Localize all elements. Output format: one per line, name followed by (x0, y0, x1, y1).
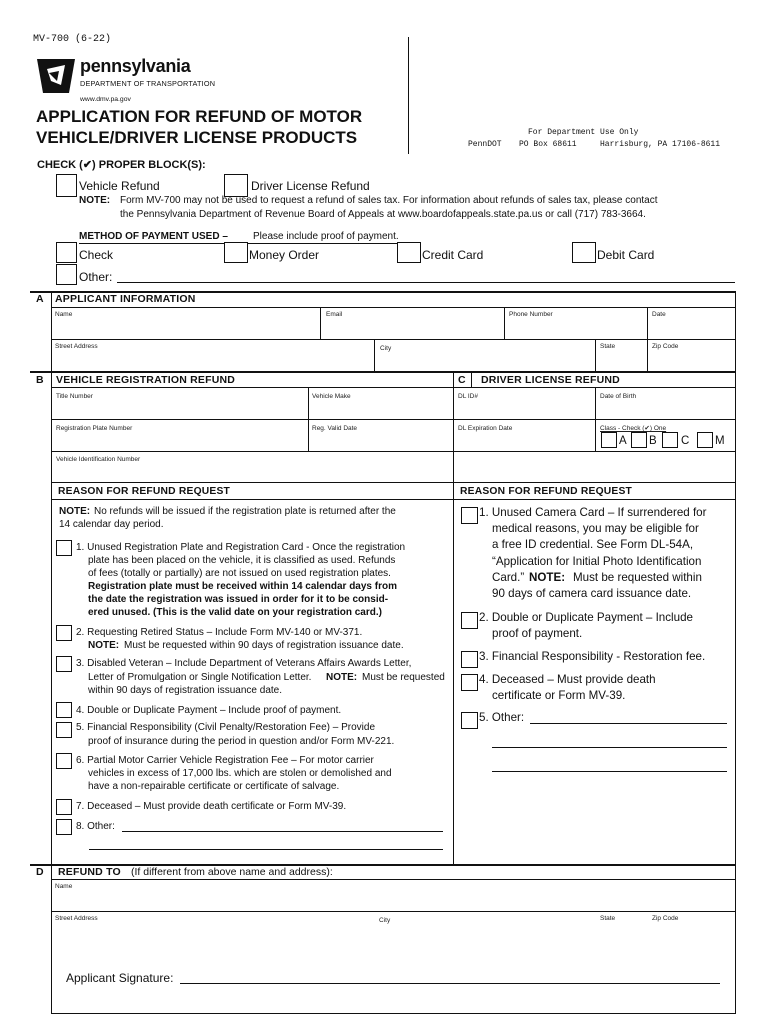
section-d-right-rule (735, 864, 736, 1014)
reason-c1-checkbox[interactable] (461, 507, 478, 524)
reason-b-note-label: NOTE: (59, 506, 91, 517)
reason-c5-other-field-1[interactable] (530, 723, 727, 724)
debit-card-label: Debit Card (597, 248, 655, 262)
agency-name: pennsylvania (80, 56, 191, 76)
refund-state-field[interactable] (596, 922, 647, 942)
reason-b8-other-field-1[interactable] (122, 831, 443, 832)
reason-c3-checkbox[interactable] (461, 651, 478, 668)
vehicle-make-label: Vehicle Make (312, 393, 351, 400)
class-b-checkbox[interactable] (631, 432, 647, 448)
driver-license-refund-checkbox[interactable] (224, 174, 248, 197)
dl-expiration-label: DL Expiration Date (458, 425, 513, 432)
check-instruction: CHECK (✔) PROPER BLOCK(S): (37, 159, 206, 171)
section-bc-top-rule (30, 371, 736, 373)
title-number-field[interactable] (52, 400, 308, 419)
reason-b1-bold-line3: ered unused. (This is the valid date on your registration card.) (88, 607, 382, 618)
debit-card-checkbox[interactable] (572, 242, 596, 263)
section-d-rule-1 (51, 879, 735, 880)
section-a-rule-2 (51, 339, 735, 340)
title-number-label: Title Number (56, 393, 93, 400)
plate-number-field[interactable] (52, 432, 308, 451)
section-c-letter-divider (471, 371, 472, 387)
agency-dept: DEPARTMENT OF TRANSPORTATION (80, 79, 216, 88)
reason-b5-line2: proof of insurance during the period in question and/or Form MV-221. (88, 736, 395, 747)
other-payment-field[interactable] (117, 282, 735, 283)
form-title-line1: APPLICATION FOR REFUND OF MOTOR (36, 107, 363, 126)
reason-b7-checkbox[interactable] (56, 799, 72, 815)
section-a-letter: A (36, 293, 44, 305)
reason-b-note-line1: No refunds will be issued if the registration plate is returned after the (94, 506, 396, 517)
note-line1: Form MV-700 may not be used to request a refund of sales tax. For information about refunds of sales tax, please contact (120, 195, 658, 206)
reason-b4-label: 4. Double or Duplicate Payment – Include proof of payment. (76, 705, 342, 716)
reason-c2-line1: 2. Double or Duplicate Payment – Include (479, 611, 693, 624)
pennsylvania-keystone-logo (35, 55, 77, 95)
form-code: MV-700 (6-22) (33, 34, 112, 45)
reason-c5-label: 5. Other: (479, 711, 525, 724)
applicant-date-label: Date (652, 311, 666, 318)
reason-c1-line6: 90 days of camera card issuance date. (492, 587, 692, 600)
class-c-checkbox[interactable] (662, 432, 678, 448)
reason-b5-line1: 5. Financial Responsibility (Civil Penalty/Restoration Fee) – Provide (76, 722, 376, 733)
reason-c5-other-field-3[interactable] (492, 771, 727, 772)
money-order-checkbox[interactable] (224, 242, 248, 263)
reason-c-heading: REASON FOR REFUND REQUEST (460, 486, 633, 497)
refund-city-label: City (379, 917, 391, 924)
reason-b1-line1: 1. Unused Registration Plate and Registration Card - Once the registration (76, 542, 406, 553)
reason-b-note-line2: 14 calendar day period. (59, 519, 164, 530)
refund-name-field[interactable] (52, 890, 735, 911)
reason-b3-line2b: Must be requested (362, 672, 445, 683)
reason-b1-bold-line2: the date the registration was issued in order for it to be consid- (88, 594, 389, 605)
section-d-title: REFUND TO (58, 866, 121, 878)
section-c-blank-field[interactable] (454, 452, 735, 482)
reason-b3-line1: 3. Disabled Veteran – Include Department of Veterans Affairs Awards Letter, (76, 658, 412, 669)
applicant-phone-label: Phone Number (509, 311, 553, 318)
reason-b1-bold-line1: Registration plate must be received within 14 calendar days from (88, 581, 397, 592)
date-of-birth-label: Date of Birth (600, 393, 637, 400)
reason-b3-note: NOTE: (326, 672, 358, 683)
reason-c4-line2: certificate or Form MV-39. (492, 689, 626, 702)
vin-label: Vehicle Identification Number (56, 456, 141, 463)
vin-field[interactable] (52, 463, 453, 482)
check-payment-label: Check (79, 248, 114, 262)
class-m-label: M (715, 435, 725, 447)
reason-b1-line2: plate has been placed on the vehicle, it is classified as used. Refunds (88, 555, 396, 566)
driver-license-refund-label: Driver License Refund (251, 179, 370, 193)
applicant-name-field[interactable] (52, 318, 320, 339)
class-b-label: B (649, 435, 657, 447)
dept-address-city: Harrisburg, PA 17106-8611 (600, 140, 721, 149)
other-payment-checkbox[interactable] (56, 264, 77, 285)
refund-state-label: State (600, 915, 616, 922)
reason-c5-checkbox[interactable] (461, 712, 478, 729)
reason-c3-label: 3. Financial Responsibility - Restoration fee. (479, 650, 706, 663)
class-c-label: C (681, 435, 690, 447)
applicant-street-label: Street Address (55, 343, 98, 350)
section-bc-rule-5 (51, 499, 735, 500)
reason-c1-line4: “Application for Initial Photo Identification (492, 555, 702, 568)
applicant-zip-label: Zip Code (652, 343, 679, 350)
applicant-zip-field[interactable] (648, 350, 735, 370)
section-bc-right-rule (735, 371, 736, 864)
credit-card-label: Credit Card (422, 248, 484, 262)
reason-b3-checkbox[interactable] (56, 656, 72, 672)
applicant-state-field[interactable] (596, 350, 647, 370)
section-bc-rule-2 (51, 419, 735, 420)
signature-field[interactable] (180, 983, 720, 984)
applicant-name-label: Name (55, 311, 73, 318)
reason-c5-other-field-2[interactable] (492, 747, 727, 748)
applicant-street-field[interactable] (52, 350, 374, 370)
section-bc-rule-1 (51, 387, 735, 388)
form-title-line2: VEHICLE/DRIVER LICENSE PRODUCTS (36, 128, 358, 147)
reason-b3-line3: within 90 days of registration issuance date. (88, 685, 282, 696)
applicant-city-label: City (380, 345, 392, 352)
payment-heading: METHOD OF PAYMENT USED – (79, 231, 228, 242)
agency-url[interactable]: www.dmv.pa.gov (80, 96, 131, 103)
vehicle-refund-label: Vehicle Refund (79, 179, 160, 193)
header-divider (408, 37, 409, 154)
refund-street-field[interactable] (52, 922, 374, 942)
applicant-state-label: State (600, 343, 616, 350)
reason-b2-line2: Must be requested within 90 days of registration issuance date. (124, 640, 404, 651)
vehicle-make-field[interactable] (309, 400, 453, 419)
dept-address-org: PennDOT (468, 140, 502, 149)
reason-b2-note: NOTE: (88, 640, 120, 651)
reg-valid-date-label: Reg. Valid Date (312, 425, 358, 432)
dept-use-label: For Department Use Only (528, 128, 639, 137)
section-c-letter: C (458, 374, 466, 386)
note-label: NOTE: (79, 195, 111, 206)
section-d-title-note: (If different from above name and address): (131, 866, 333, 878)
reason-c1-line2: medical reasons, you may be eligible for (492, 522, 699, 535)
reason-c2-line2: proof of payment. (492, 627, 583, 640)
reason-b8-other-field-2[interactable] (89, 849, 443, 850)
other-payment-label: Other: (79, 270, 113, 284)
reg-valid-date-field[interactable] (309, 432, 453, 451)
refund-zip-field[interactable] (648, 922, 735, 942)
reason-b8-checkbox[interactable] (56, 819, 72, 835)
reason-b6-line3: have a non-repairable certificate or certificate of salvage. (88, 781, 340, 792)
applicant-date-field[interactable] (648, 318, 735, 339)
dl-id-field[interactable] (454, 400, 595, 419)
section-b-letter: B (36, 374, 44, 386)
reason-c4-checkbox[interactable] (461, 674, 478, 691)
refund-zip-label: Zip Code (652, 915, 679, 922)
reason-b2-checkbox[interactable] (56, 625, 72, 641)
reason-b6-checkbox[interactable] (56, 753, 72, 769)
class-a-checkbox[interactable] (601, 432, 617, 448)
reason-b1-checkbox[interactable] (56, 540, 72, 556)
section-d-letter: D (36, 866, 44, 878)
reason-c1-line3: a free ID credential. See Form DL-54A, (492, 538, 694, 551)
credit-card-checkbox[interactable] (397, 242, 421, 263)
reason-b5-checkbox[interactable] (56, 722, 72, 738)
dept-address-box: PO Box 68611 (519, 140, 577, 149)
class-m-checkbox[interactable] (697, 432, 713, 448)
reason-c1-line1: 1. Unused Camera Card – If surrendered for (479, 506, 707, 519)
applicant-city-field[interactable] (375, 352, 595, 370)
reason-b4-checkbox[interactable] (56, 702, 72, 718)
section-c-title: DRIVER LICENSE REFUND (481, 374, 620, 386)
class-a-label: A (619, 435, 627, 447)
vehicle-refund-checkbox[interactable] (56, 174, 77, 197)
check-payment-checkbox[interactable] (56, 242, 77, 263)
section-d-bottom-rule (51, 1013, 736, 1014)
applicant-email-field[interactable] (321, 318, 504, 339)
reason-c2-checkbox[interactable] (461, 612, 478, 629)
refund-city-field[interactable] (375, 924, 595, 942)
reason-b6-line1: 6. Partial Motor Carrier Vehicle Registration Fee – For motor carrier (76, 755, 374, 766)
applicant-phone-field[interactable] (505, 318, 647, 339)
section-bc-rule-4 (51, 482, 735, 483)
reason-c1-note: NOTE: (529, 571, 566, 584)
class-label: Class - Check (✔) One (600, 425, 667, 432)
reason-c1-line5b: Must be requested within (573, 571, 702, 584)
reason-b6-line2: vehicles in excess of 17,000 lbs. which are stolen or demolished and (88, 768, 392, 779)
section-a-right-rule (735, 291, 736, 371)
payment-heading-underline (79, 243, 417, 244)
dl-id-label: DL ID# (458, 393, 478, 400)
section-d-rule-2 (51, 911, 735, 912)
applicant-email-label: Email (326, 311, 343, 318)
signature-label: Applicant Signature: (66, 971, 174, 985)
money-order-label: Money Order (249, 248, 320, 262)
section-a-rule-1 (51, 307, 735, 308)
reason-c4-line1: 4. Deceased – Must provide death (479, 673, 656, 686)
reason-c1-line5a: Card.” (492, 571, 525, 584)
dl-expiration-field[interactable] (454, 432, 595, 451)
reason-b2-line1: 2. Requesting Retired Status – Include Form MV-140 or MV-371. (76, 627, 363, 638)
note-line2: the Pennsylvania Department of Revenue Board of Appeals at www.boardofappeals.state.pa.us or call (717) 783-3664. (120, 209, 646, 220)
reason-b-heading: REASON FOR REFUND REQUEST (58, 486, 231, 497)
reason-b3-line2a: Letter of Promulgation or Single Notification Letter. (88, 672, 312, 683)
refund-street-label: Street Address (55, 915, 98, 922)
date-of-birth-field[interactable] (596, 400, 735, 419)
section-a-title: APPLICANT INFORMATION (55, 293, 196, 305)
reason-b7-label: 7. Deceased – Must provide death certificate or Form MV-39. (76, 801, 347, 812)
reason-b1-line3: of fees (totally or partially) are not issued on used registration plates. (88, 568, 391, 579)
refund-name-label: Name (55, 883, 73, 890)
reason-b8-label: 8. Other: (76, 821, 115, 832)
plate-number-label: Registration Plate Number (56, 425, 133, 432)
section-b-title: VEHICLE REGISTRATION REFUND (56, 374, 236, 386)
payment-instruction: Please include proof of payment. (253, 231, 399, 242)
